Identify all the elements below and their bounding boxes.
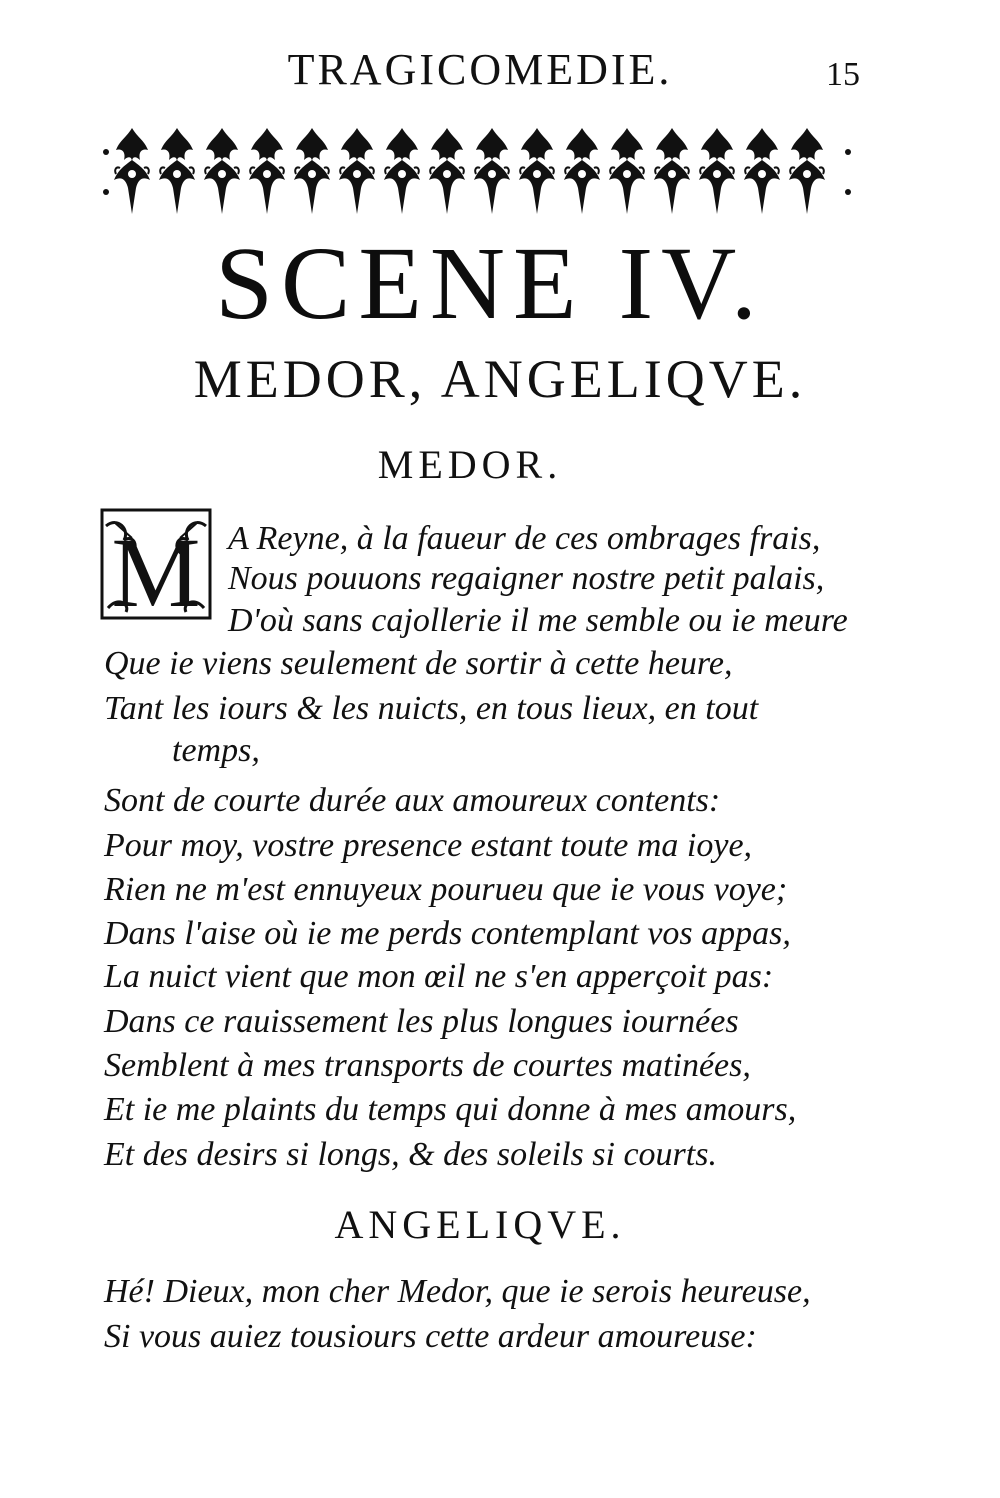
verse-line: Dans l'aise où ie me perds contemplant vos appas, [104, 915, 791, 952]
verse-line: Rien ne m'est ennuyeux pourueu que ie vous voye; [104, 871, 788, 908]
verse-line: temps, [172, 732, 260, 769]
verse-line: D'où sans cajollerie il me semble ou ie meure [228, 602, 848, 639]
verse-line: Pour moy, vostre presence estant toute ma ioye, [104, 827, 753, 864]
page-number: 15 [826, 56, 860, 93]
verse-line: A Reyne, à la faueur de ces ombrages frais, [228, 520, 821, 557]
headpiece-ornament [102, 122, 852, 222]
verse-line: Semblent à mes transports de courtes matinées, [104, 1047, 751, 1084]
verse-line: La nuict vient que mon œil ne s'en apperçoit pas: [104, 958, 774, 995]
scene-characters: MEDOR, ANGELIQVE. [193, 349, 807, 409]
verse-line: Dans ce rauissement les plus longues iournées [104, 1003, 739, 1040]
verse-line: Et ie me plaints du temps qui donne à mes amours, [104, 1091, 797, 1128]
scene-title: SCENE IV. [215, 226, 765, 341]
decorated-initial-letter: M [111, 517, 201, 620]
speaker-name: ANGELIQVE. [334, 1202, 626, 1247]
verse-line: Hé! Dieux, mon cher Medor, que ie serois heureuse, [104, 1273, 811, 1310]
verse-line: Si vous auiez tousiours cette ardeur amoureuse: [104, 1318, 757, 1355]
verse-line: Que ie viens seulement de sortir à cette heure, [104, 645, 733, 682]
verse-line: Tant les iours & les nuicts, en tous lieux, en tout [104, 690, 759, 727]
verse-line: Et des desirs si longs, & des soleils si courts. [104, 1136, 717, 1173]
speaker-name: MEDOR. [377, 442, 563, 487]
verse-line: Nous pouuons regaigner nostre petit palais, [228, 560, 825, 597]
verse-line: Sont de courte durée aux amoureux contents: [104, 782, 721, 819]
running-title: TRAGICOMEDIE. [287, 45, 673, 94]
decorated-initial [100, 508, 212, 620]
